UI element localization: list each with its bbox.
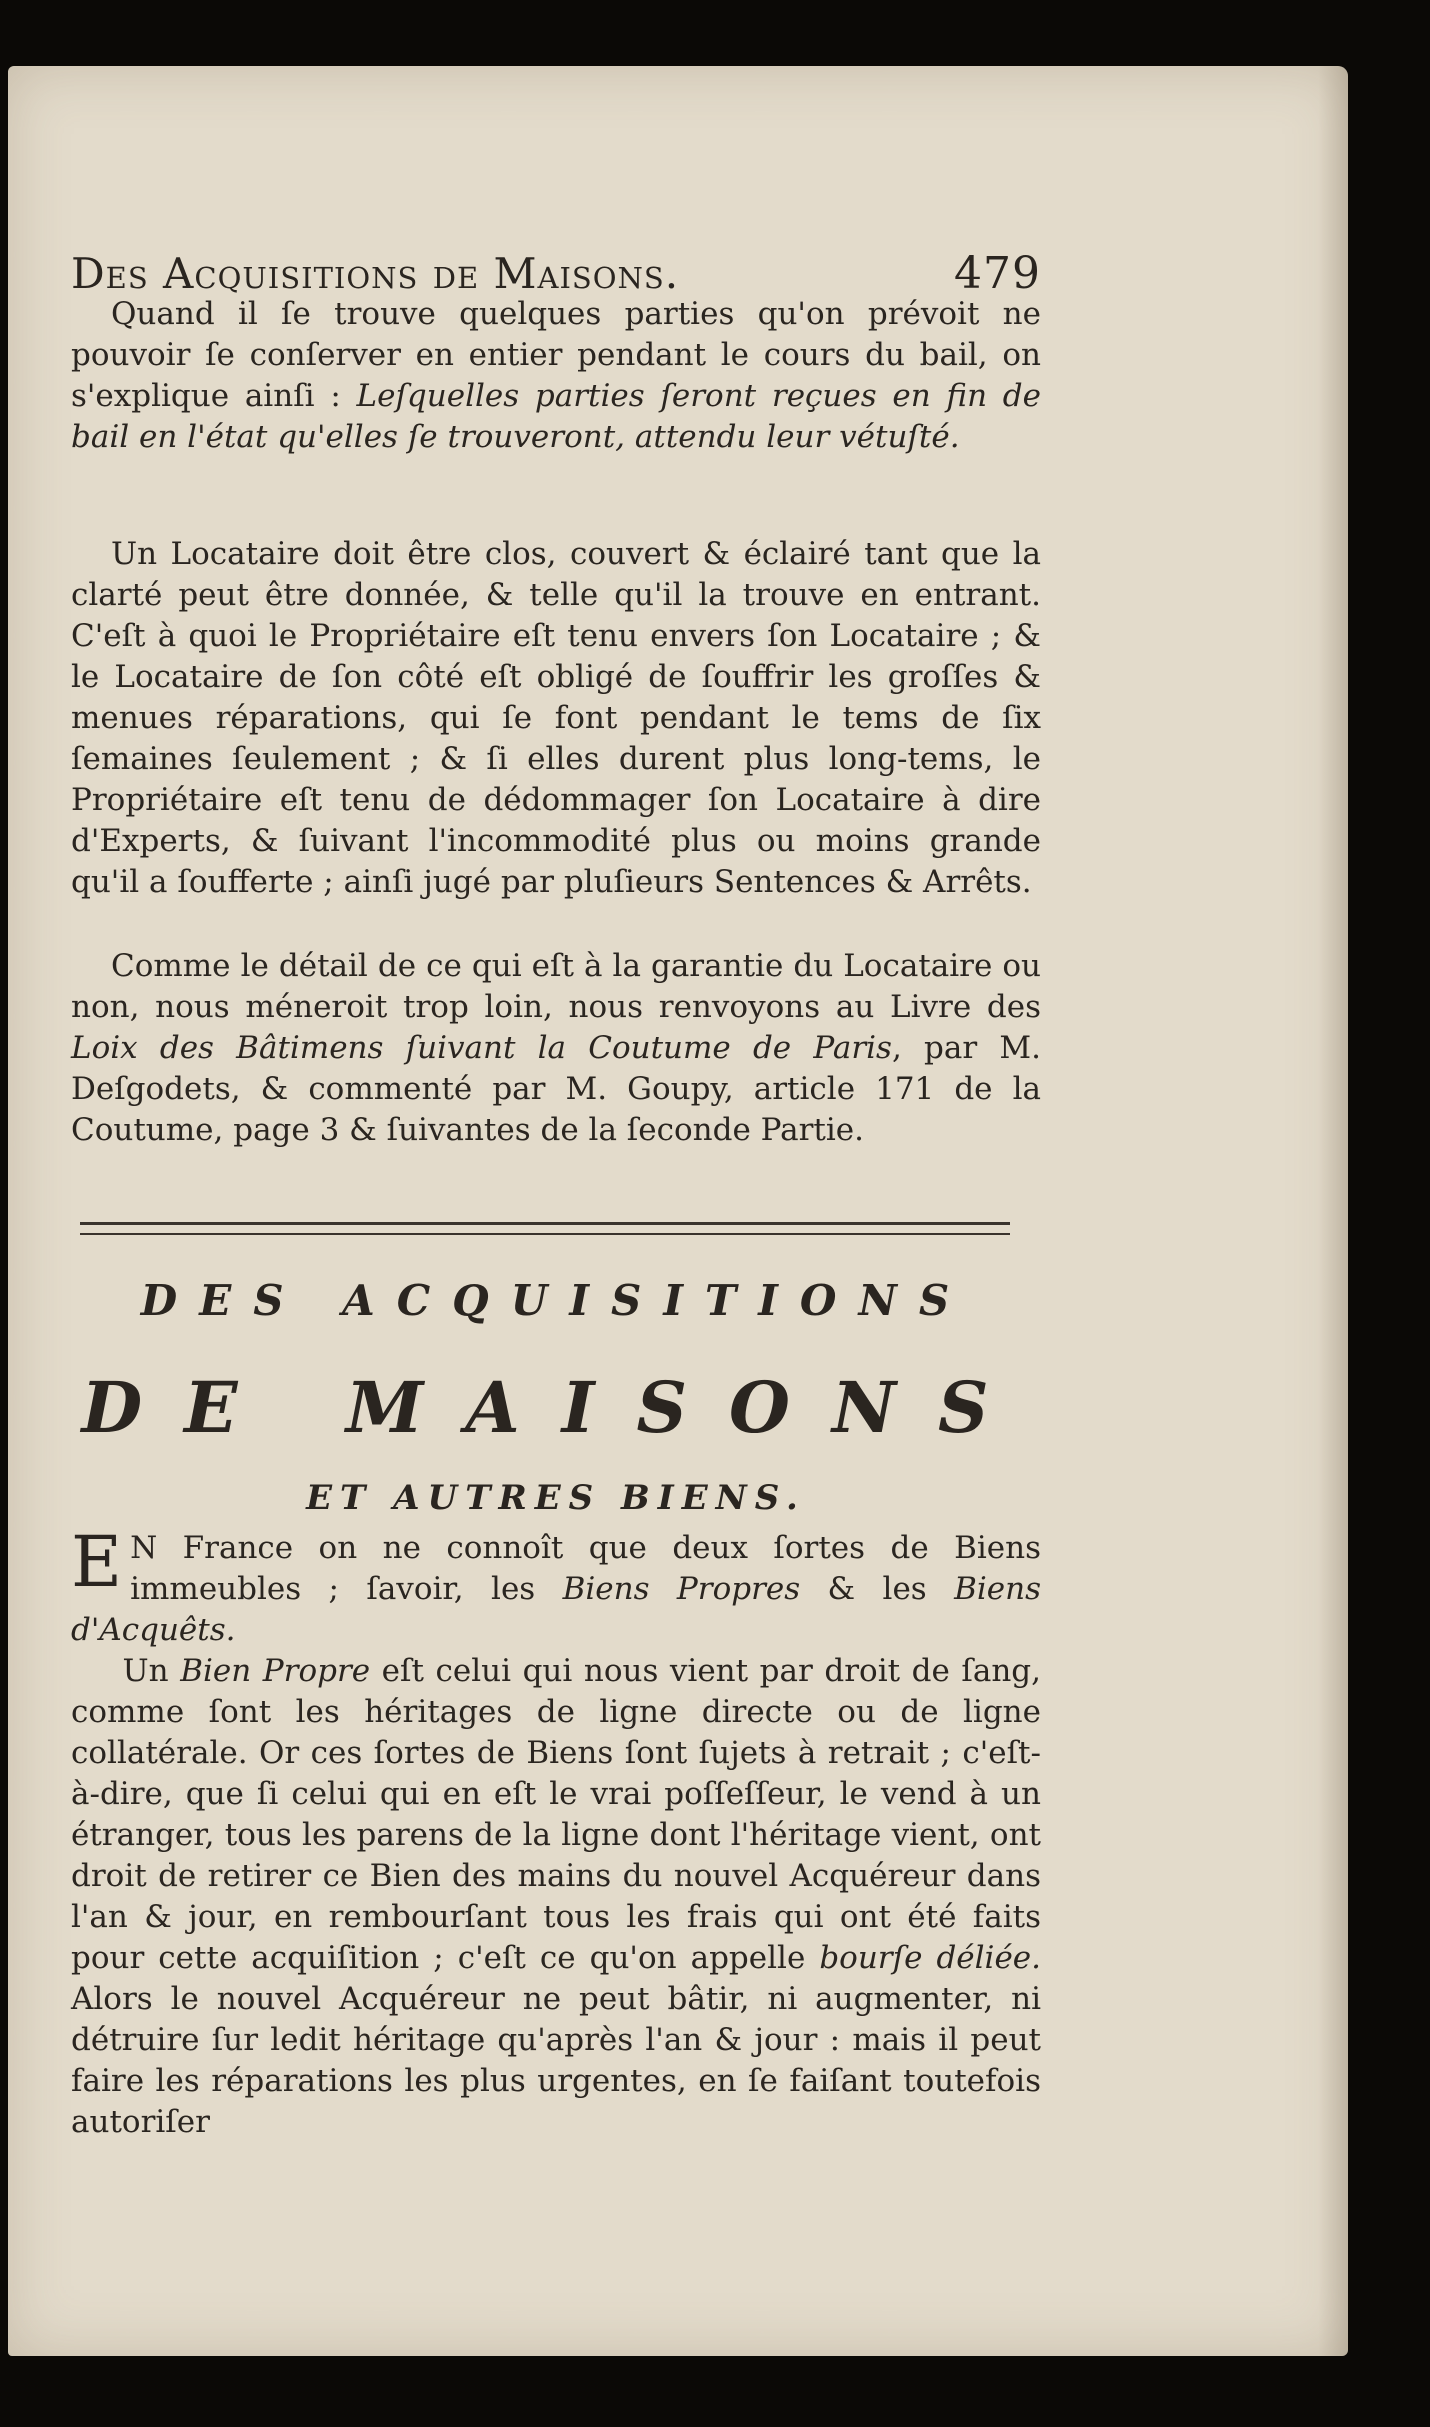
section-divider-rule (80, 1222, 1010, 1235)
running-head-title: Des Acquisitions de Maisons. (71, 249, 680, 298)
paragraph-4-seg-4: eſt celui qui nous vient par droit de ſang, comme ſont les héritages de ligne directe ou de ligne collatérale. Or ces ſortes de Biens ſont ſujets à retrait ; c'eſt-à-dire, que ſi celui qui en eſt le vrai poſſeſſeur, le vend à un étranger, tous les parens de la ligne dont l'héritage vient, ont droit de retirer ce Bien des mains du nouvel Acquéreur dans l'an & jour, en rembourſant tous les frais qui ont été faits pour cette acquiſition ; c'eſt ce qu'on appelle (71, 1653, 1041, 1976)
section-heading-line-2: DE MAISONS (81, 1366, 1031, 1449)
page-edge-shadow (1318, 66, 1348, 2356)
paragraph-2-text: Un Locataire doit être clos, couvert & éclairé tant que la clarté peut être donnée, & telle qu'il la trouve en entrant. C'eſt à quoi le Propriétaire eſt tenu envers ſon Locataire ; & le Locataire de ſon côté eſt obligé de ſouffrir les groſſes & menues réparations, qui ſe font pendant le tems de ſix ſemaines ſeulement ; & ſi elles durent plus long-tems, le Propriétaire eſt tenu de dédommager ſon Locataire à dire d'Experts, & ſuivant l'incommodité plus ou moins grande qu'il a ſoufferte ; ainſi jugé par pluſieurs Sentences & Arrêts. (71, 536, 1041, 900)
paragraph-2 (71, 534, 1041, 903)
paragraph-3-text-b: , par M. Deſgodets, & commenté par M. Goupy, article 171 de la Coutume, page 3 & ſuivantes de la ſeconde Partie. (71, 1030, 1041, 1148)
section-heading-line-3: ET AUTRES BIENS. (306, 1478, 806, 1518)
running-head (71, 248, 1041, 299)
paragraph-3 (71, 946, 1041, 1151)
section-heading-line-1: DES ACQUISITIONS (140, 1276, 972, 1325)
drop-cap: E (71, 1521, 123, 1603)
paragraph-4-italic-1: Biens Propres (562, 1571, 801, 1607)
paragraph-1-italic: Leſquelles parties ſeront reçues en fin de bail en l'état qu'elles ſe trouveront, attendu leur vétuſté. (71, 378, 1041, 455)
book-page (8, 66, 1348, 2356)
paragraph-4-italic-4: bourſe déliée. (819, 1940, 1042, 1976)
paragraph-4-seg-3: Un (111, 1653, 181, 1689)
paragraph-1 (71, 294, 1041, 458)
paragraph-4-seg-1: N France on ne connoît que deux ſortes de Biens immeubles ; ſavoir, les (130, 1530, 1041, 1607)
paragraph-4-seg-5: Alors le nouvel Acquéreur ne peut bâtir, ni augmenter, ni détruire ſur ledit héritage qu'après l'an & jour : mais il peut faire les réparations les plus urgentes, en ſe faiſant toutefois autoriſer (71, 1981, 1041, 2140)
paragraph-3-italic: Loix des Bâtimens ſuivant la Coutume de Paris (71, 1030, 892, 1066)
paragraph-4-seg-2: & les (800, 1571, 955, 1607)
paragraph-1-text: Quand il ſe trouve quelques parties qu'on prévoit ne pouvoir ſe conſerver en entier pendant le cours du bail, on s'explique ainſi : (71, 296, 1041, 414)
paragraph-4-italic-3: Bien Propre (180, 1653, 371, 1689)
paragraph-4 (71, 1521, 1042, 2143)
paragraph-3-text-a: Comme le détail de ce qui eſt à la garantie du Locataire ou non, nous méneroit trop loin, nous renvoyons au Livre des (71, 948, 1041, 1025)
page-number: 479 (954, 248, 1041, 299)
paragraph-4-italic-2: Biens d'Acquêts. (71, 1571, 1042, 1648)
